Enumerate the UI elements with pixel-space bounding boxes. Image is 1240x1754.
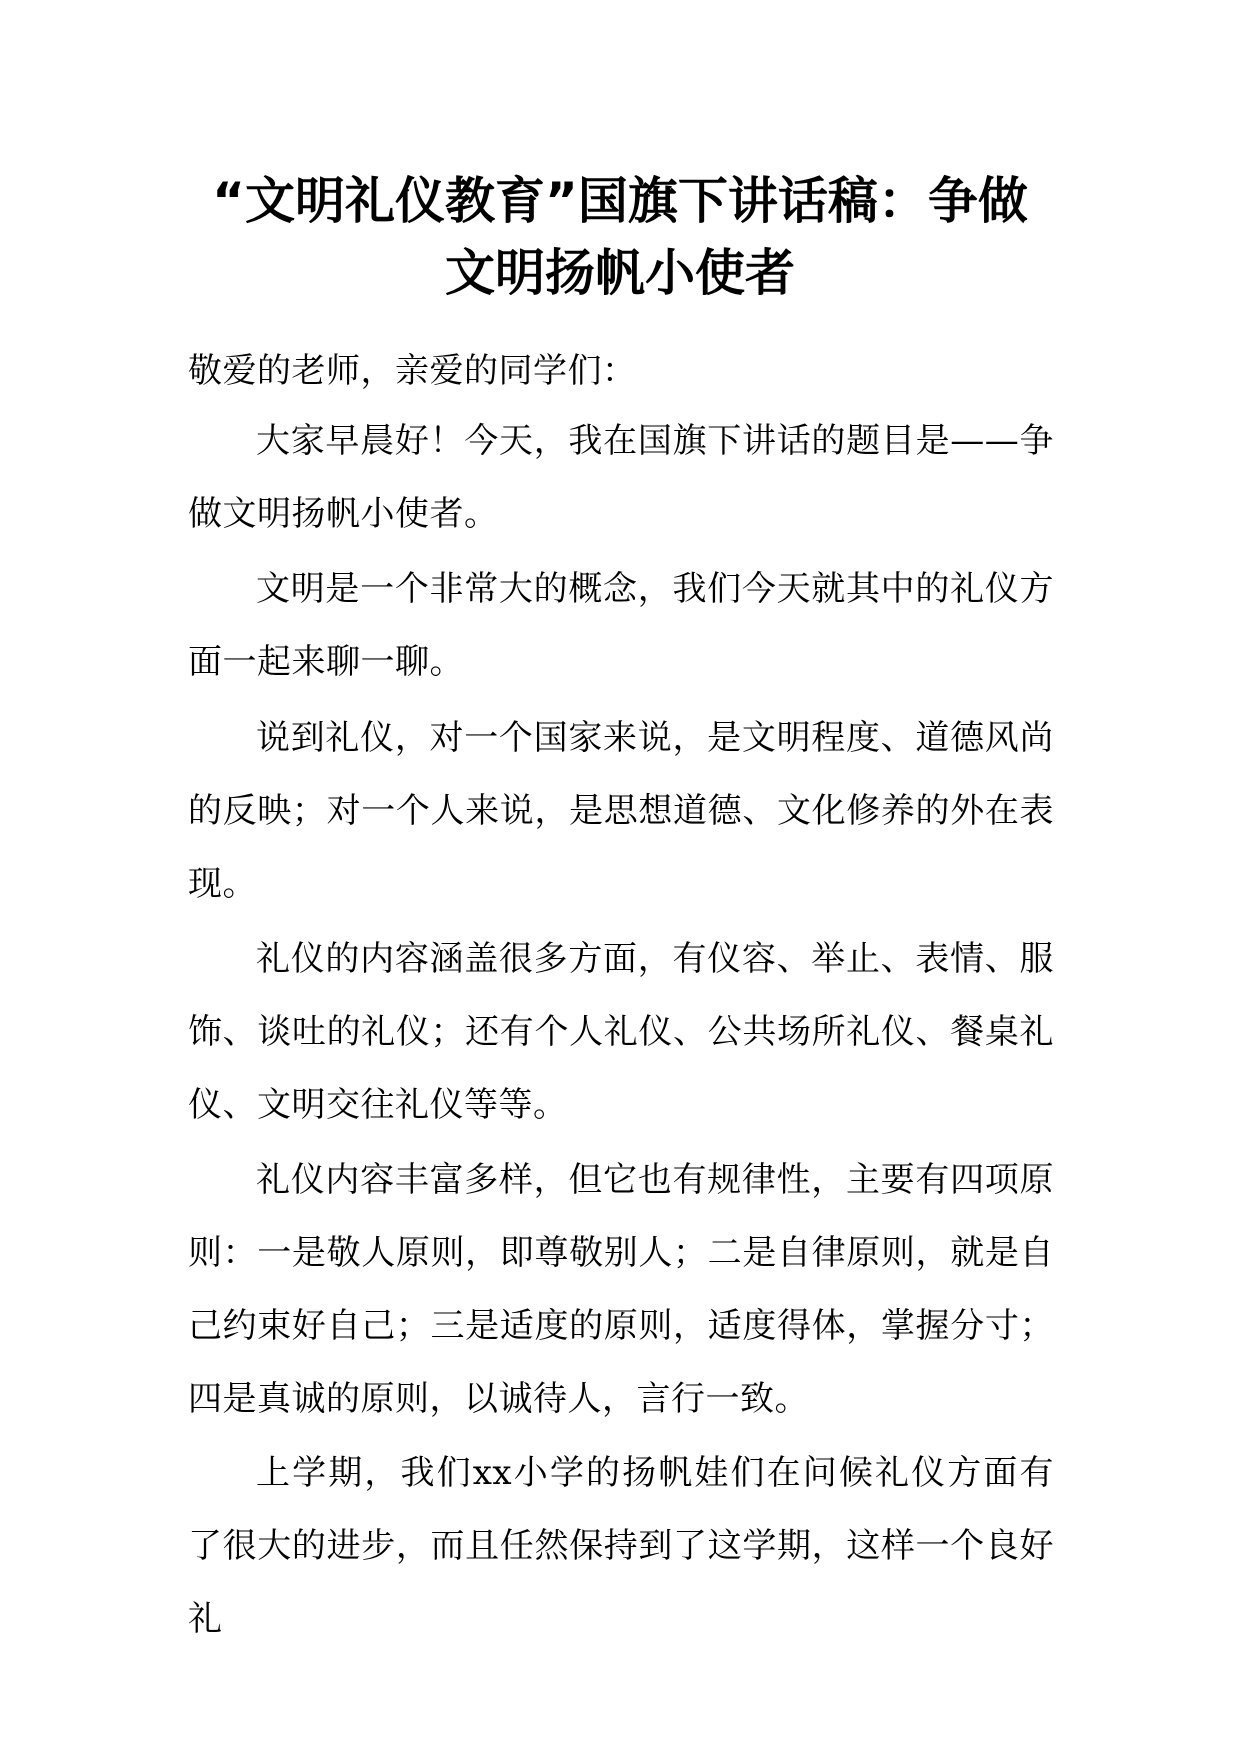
paragraph-2: 文明是一个非常大的概念，我们今天就其中的礼仪方面一起来聊一聊。 <box>188 569 1054 682</box>
paragraph-3: 说到礼仪，对一个国家来说，是文明程度、道德风尚的反映；对一个人来说，是思想道德、文化修养的外在表现。 <box>188 718 1054 904</box>
paragraph-5: 礼仪内容丰富多样，但它也有规律性，主要有四项原则：一是敬人原则，即尊敬别人；二是自律原则，就是自己约束好自己；三是适度的原则，适度得体，掌握分寸；四是真诚的原则，以诚待人，言行一致。 <box>188 1160 1054 1419</box>
document-title-line-1: “文明礼仪教育”国旗下讲话稿：争做 <box>212 172 1028 230</box>
paragraph-4: 礼仪的内容涵盖很多方面，有仪容、举止、表情、服饰、谈吐的礼仪；还有个人礼仪、公共场所礼仪、餐桌礼仪、文明交往礼仪等等。 <box>188 939 1054 1125</box>
document-title-line-2: 文明扬帆小使者 <box>445 244 795 302</box>
paragraph-1: 大家早晨好！今天，我在国旗下讲话的题目是——争做文明扬帆小使者。 <box>188 421 1054 534</box>
paragraph-6: 上学期，我们xx小学的扬帆娃们在问候礼仪方面有了很大的进步，而且任然保持到了这学期，这样一个良好礼 <box>188 1453 1054 1639</box>
greeting: 敬爱的老师，亲爱的同学们： <box>188 351 637 391</box>
